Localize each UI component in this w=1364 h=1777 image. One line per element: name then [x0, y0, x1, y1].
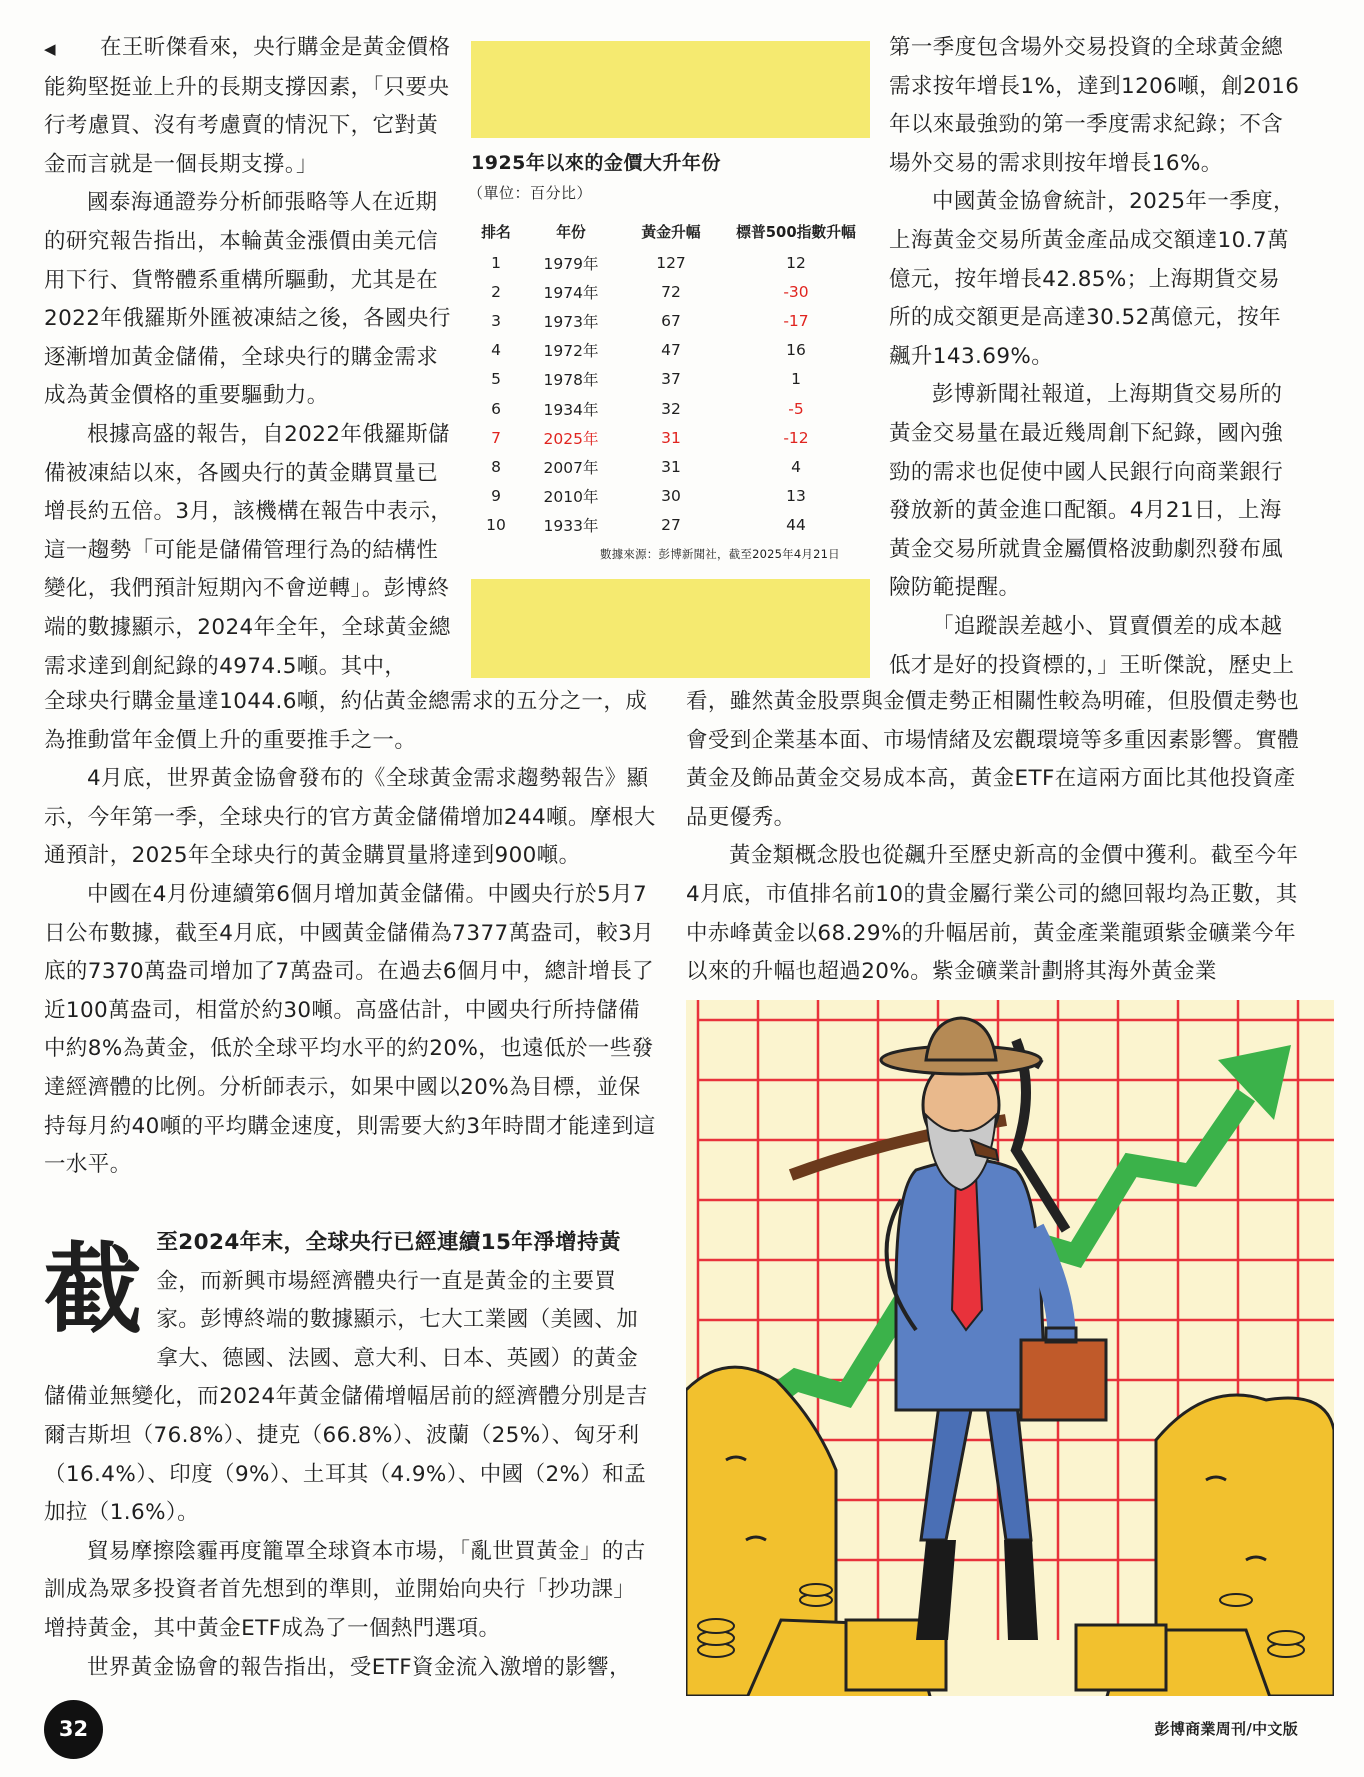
col3-para-6: 黃金類概念股也從飆升至歷史新高的金價中獲利。截至今年4月底，市值排名前10的貴金屬行業公司的總回報均為正數，其中赤峰黃金以68.29%的升幅居前，黃金產業龍頭紫金礦業今年以來的升幅也超過20%。紫金礦業計劃將其海外黃金業	[686, 843, 1299, 985]
cell-sp500: 12	[786, 253, 806, 272]
table-row	[471, 482, 871, 511]
col3-para-4: 「追蹤誤差越小、買賣價差的成本越低才是好的投資標的，」王昕傑說，歷史上	[889, 613, 1295, 678]
table-row	[471, 306, 871, 335]
table-row	[471, 336, 871, 365]
col1-para-1: ◀ 在王昕傑看來，央行購金是黃金價格能夠堅挺並上升的長期支撐因素，「只要央行考慮買、沒有考慮賣的情況下，它對黃金而言就是一個長期支撐。」	[44, 35, 451, 177]
cell-sp500: -17	[783, 311, 809, 330]
chart-unit: （單位：百分比）	[468, 184, 593, 202]
table-row	[471, 277, 871, 306]
cell-gold: 31	[661, 428, 681, 447]
cell-rank: 3	[491, 311, 501, 330]
col1-para-5: 4月底，世界黃金協會發布的《全球黃金需求趨勢報告》顯示，今年第一季，全球央行的官方黃金儲備增加244噸。摩根大通預計，2025年全球央行的黃金購買量將達到900噸。	[44, 766, 656, 869]
page-number: 32	[44, 1700, 103, 1759]
cell-sp500: -30	[783, 282, 809, 301]
col-header-sp500: 標普500指數升幅	[736, 223, 856, 241]
cell-sp500: -12	[783, 428, 809, 447]
table-header-row	[471, 214, 871, 248]
cell-rank: 7	[491, 428, 501, 447]
cell-gold: 127	[656, 253, 686, 272]
cell-year: 2010年	[543, 488, 599, 507]
col1-para-4: 全球央行購金量達1044.6噸，約佔黃金總需求的五分之一，成為推動當年金價上升的重要推手之一。	[44, 689, 648, 753]
lead-text: 金，而新興市場經濟體央行一直是黃金的主要買家。彭博終端的數據顯示，七大工業國（美國、加拿大、德國、法國、意大利、日本、英國）的黃金儲備並無變化，而2024年黃金儲備增幅居前的經濟體分別是吉爾吉斯坦（76.8%）、捷克（66.8%）、波蘭（25%）、匈牙利（16.4%）、印度（9%）、土耳其（4.9%）、中國（2%）和孟加拉（1.6%）。	[44, 1268, 648, 1526]
highlight-box-top	[471, 41, 870, 138]
cell-sp500: 16	[786, 341, 806, 360]
col3-para-5: 看，雖然黃金股票與金價走勢正相關性較為明確，但股價走勢也會受到企業基本面、市場情緒及宏觀環境等多重因素影響。實體黃金及飾品黃金交易成本高，黃金ETF在這兩方面比其他投資產品更優秀。	[686, 689, 1300, 830]
cell-sp500: 44	[786, 516, 806, 535]
col3-para-1: 第一季度包含場外交易投資的全球黃金總需求按年增長1%，達到1206噸，創2016年以來最強勁的第一季度需求紀錄；不含場外交易的需求則按年增長16%。	[889, 35, 1300, 176]
cell-sp500: 13	[786, 487, 806, 506]
cell-year: 2007年	[543, 458, 599, 477]
col1-para-3: 根據高盛的報告，自2022年俄羅斯儲備被凍結以來，各國央行的黃金購買量已增長約五倍。3月，該機構在報告中表示，這一趨勢「可能是儲備管理行為的結構性變化，我們預計短期內不會逆轉」。彭博終端的數據顯示，2024年全年，全球黃金總需求達到創紀錄的4974.5噸。其中，	[44, 421, 453, 679]
gold-miner-illustration	[686, 1000, 1334, 1696]
cell-gold: 67	[661, 311, 681, 330]
cell-year: 1973年	[543, 312, 599, 331]
section-para-2: 世界黃金協會的報告指出，受ETF資金流入激增的影響，	[87, 1654, 631, 1680]
table-row	[471, 248, 871, 277]
cell-rank: 9	[491, 487, 501, 506]
cell-rank: 8	[491, 457, 501, 476]
cell-rank: 1	[491, 253, 501, 272]
col-header-rank: 排名	[481, 223, 511, 241]
table-body	[471, 248, 871, 540]
publication-name: 彭博商業周刊/中文版	[1154, 1720, 1298, 1738]
article-column-left	[44, 29, 455, 686]
col-header-gold: 黃金升幅	[641, 223, 701, 241]
cell-gold: 47	[661, 341, 681, 360]
cell-gold: 37	[661, 370, 681, 389]
cell-gold: 72	[661, 282, 681, 301]
table-row	[471, 452, 871, 481]
cell-sp500: 1	[791, 370, 801, 389]
gold-rank-table	[471, 214, 871, 540]
section-lead	[44, 1224, 657, 1687]
illustration-svg	[686, 1000, 1334, 1696]
section-para-1: 貿易摩擦陰霾再度籠罩全球資本市場，「亂世買黃金」的古訓成為眾多投資者首先想到的準則，並開始向央行「抄功課」增持黃金，其中黃金ETF成為了一個熱門選項。	[44, 1538, 646, 1641]
cell-rank: 5	[491, 370, 501, 389]
cell-year: 1972年	[543, 342, 599, 361]
cell-year: 1979年	[543, 254, 599, 273]
col3-para-2: 中國黃金協會統計，2025年一季度，上海黃金交易所黃金產品成交額達10.7萬億元，按年增長42.85%；上海期貨交易所的成交額更是高達30.52萬億元，按年飆升143.69%。	[889, 189, 1295, 369]
col-header-year: 年份	[556, 223, 586, 241]
article-column-right-wide	[686, 683, 1300, 992]
cell-year: 1978年	[543, 371, 599, 390]
col3-para-3: 彭博新聞社報道，上海期貨交易所的黃金交易量在最近幾周創下紀錄，國內強勁的需求也促使中國人民銀行向商業銀行發放新的黃金進口配額。4月21日，上海黃金交易所就貴金屬價格波動劇烈發布風險防範提醒。	[889, 382, 1284, 601]
chart-source: 數據來源：彭博新聞社，截至2025年4月21日	[600, 547, 840, 561]
cell-gold: 32	[661, 399, 681, 418]
lead-bold-text: 至2024年末，全球央行已經連續15年淨增持黃	[156, 1230, 621, 1255]
cell-rank: 6	[491, 399, 501, 418]
article-column-left-wide	[44, 683, 657, 1185]
table-row	[471, 394, 871, 423]
cell-year: 1933年	[543, 517, 599, 536]
cell-year: 1934年	[543, 400, 599, 419]
cell-rank: 10	[486, 516, 506, 535]
drop-cap: 截	[44, 1232, 143, 1347]
back-arrow-icon: ◀	[44, 40, 56, 58]
col1-para-6: 中國在4月份連續第6個月增加黃金儲備。中國央行於5月7日公布數據，截至4月底，中國黃金儲備為7377萬盎司，較3月底的7370萬盎司增加了7萬盎司。在過去6個月中，總計增長了近100萬盎司，相當於約30噸。高盛估計，中國央行所持儲備中約8%為黃金，低於全球平均水平的約20%，也遠低於一些發達經濟體的比例。分析師表示，如果中國以20%為目標，並保持每月約40噸的平均購金速度，則需要大約3年時間才能達到這一水平。	[44, 881, 656, 1178]
table-row	[471, 423, 871, 452]
col1-para-2: 國泰海通證券分析師張略等人在近期的研究報告指出，本輪黃金漲價由美元信用下行、貨幣體系重構所驅動，尤其是在2022年俄羅斯外匯被凍結之後，各國央行逐漸增加黃金儲備，全球央行的購金需求成為黃金價格的重要驅動力。	[44, 190, 451, 409]
chart-title: 1925年以來的金價大升年份	[471, 152, 721, 174]
cell-year: 1974年	[543, 283, 599, 302]
cell-year: 2025年	[543, 429, 599, 448]
cell-sp500: 4	[791, 457, 801, 476]
cell-rank: 4	[491, 341, 501, 360]
cell-gold: 30	[661, 487, 681, 506]
cell-rank: 2	[491, 282, 501, 301]
article-column-right	[889, 29, 1300, 685]
table-row	[471, 511, 871, 540]
cell-gold: 27	[661, 516, 681, 535]
table-row	[471, 365, 871, 394]
cell-gold: 31	[661, 457, 681, 476]
highlight-box-bottom	[471, 579, 870, 678]
cell-sp500: -5	[788, 399, 804, 418]
